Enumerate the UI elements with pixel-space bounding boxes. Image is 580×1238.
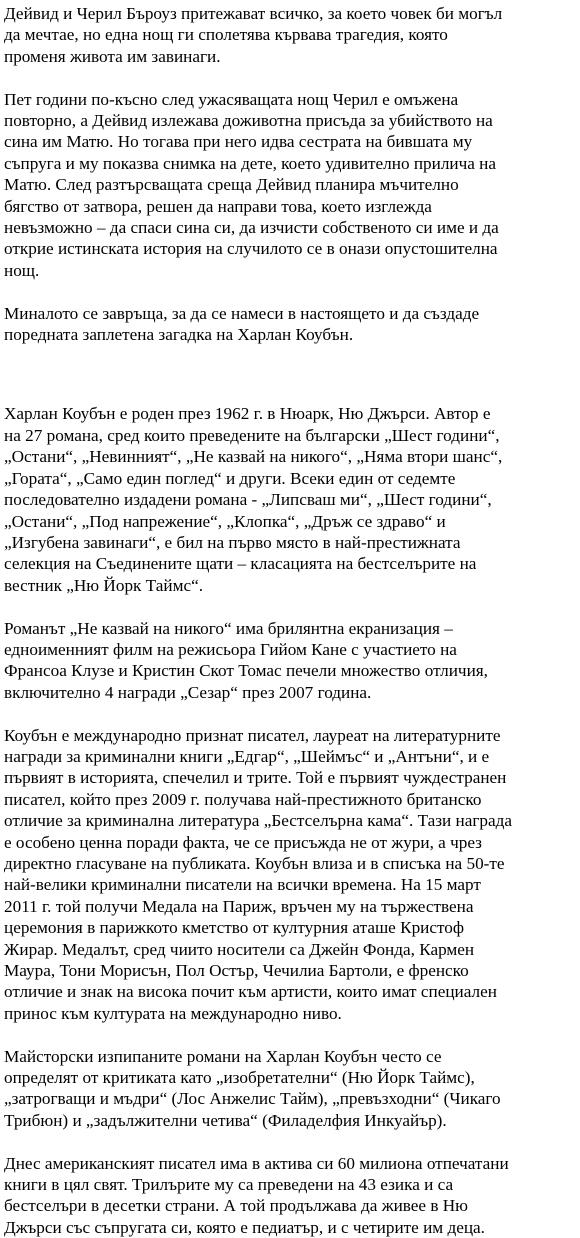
- text-line: Джърси със съпругата си, която е педиатър, и с четирите им деца.: [4, 1217, 485, 1237]
- text-line: „затрогващи и мъдри“ (Лос Анжелис Тайм), „превъзходни“ (Чикаго: [4, 1089, 501, 1109]
- text-line: Пет години по-късно след ужасяващата нощ Черил е омъжена: [4, 89, 459, 109]
- text-line: повторно, а Дейвид излежава доживотна присъда за убийството на: [4, 111, 493, 131]
- text-line: Франсоа Клузе и Кристин Скот Томас печели множество отличия,: [4, 661, 488, 681]
- text-line: Маура, Тони Морисън, Пол Остър, Чечилиа Бартоли, е френско: [4, 961, 469, 980]
- text-line: принос към културата на международно ниво.: [4, 1003, 342, 1023]
- paragraph-spacer: [4, 596, 578, 617]
- text-line: първият в историята, спечелил и трите. Той е първият чуждестранен: [4, 768, 507, 788]
- text-line: вестник „Ню Йорк Таймс“.: [4, 575, 204, 595]
- synopsis-paragraph-2: [4, 89, 578, 282]
- document-page: [4, 3, 578, 1238]
- text-line: отличие и знак на висока почит към артисти, които имат специален: [4, 982, 497, 1002]
- text-line: е особено ценна поради факта, че се присъжда не от жури, а чрез: [4, 832, 482, 852]
- text-line: открие истинската история на случилото се в онази опустошителна: [4, 239, 498, 259]
- text-line: Днес американският писател има в актива си 60 милиона отпечатани: [4, 1153, 509, 1173]
- text-line: последователно издадени романа - „Липсваш ми“, „Шест години“,: [4, 490, 492, 510]
- text-line: Трибюн) и „задължителни четива“ (Филаделфия Инкуайър).: [4, 1110, 447, 1130]
- text-line: бестселъри в десетки страни. А той продължава да живее в Ню: [4, 1196, 469, 1216]
- section-spacer: [4, 345, 578, 403]
- text-line: поредната заплетена загадка на Харлан Коубън.: [4, 325, 354, 345]
- text-line: сина им Матю. Но тогава при него идва сестрата на бившата му: [4, 132, 473, 152]
- text-line: нощ.: [4, 260, 40, 280]
- paragraph-spacer: [4, 67, 578, 88]
- text-line: Романът „Не казвай на никого“ има брилянтна екранизация –: [4, 618, 453, 638]
- text-line: 2011 г. той получи Медала на Париж, връчен му на тържествена: [4, 896, 474, 916]
- text-line: невъзможно – да спаси сина си, да изчисти собственото си име и да: [4, 218, 499, 238]
- biography-paragraph-4: [4, 1046, 578, 1132]
- paragraph-spacer: [4, 703, 578, 724]
- biography-paragraph-3: [4, 725, 578, 1025]
- text-line: директно гласуване на публиката. Коубън влиза и в списъка на 50-те: [4, 853, 505, 873]
- text-line: едноименният филм на режисьора Гийом Кане с участието на: [4, 639, 457, 659]
- text-line: включително 4 награди „Сезар“ през 2007 година.: [4, 682, 372, 702]
- text-line: бягство от затвора, решен да направи това, което изглежда: [4, 196, 432, 216]
- text-line: книги в цял свят. Трилърите му са преведени на 43 езика и са: [4, 1175, 454, 1195]
- text-line: Матю. След разтърсващата среща Дейвид планира мъчително: [4, 175, 459, 195]
- text-line: писател, който през 2009 г. получава най-престижното британско: [4, 789, 482, 809]
- text-line: Майсторски изпипаните романи на Харлан Коубън често се: [4, 1046, 442, 1066]
- text-line: Дейвид и Черил Бъроуз притежават всичко, за което човек би могъл: [4, 4, 503, 23]
- text-line: „Остани“, „Под напрежение“, „Клопка“, „Дръж се здраво“ и: [4, 511, 446, 531]
- text-line: най-велики криминални писатели на всички времена. На 15 март: [4, 875, 481, 895]
- paragraph-spacer: [4, 1024, 578, 1045]
- text-line: на 27 романа, сред които преведените на български „Шест години“,: [4, 425, 500, 445]
- text-line: съпруга и му показва снимка на дете, което удивително прилича на: [4, 153, 496, 173]
- text-line: Коубън е международно признат писател, лауреат на литературните: [4, 725, 501, 745]
- text-line: „Гората“, „Само един поглед“ и други. Всеки един от седемте: [4, 468, 456, 488]
- biography-paragraph-2: [4, 618, 578, 704]
- biography-paragraph-1: [4, 403, 578, 596]
- text-line: селекция на Съединените щати – класацията на бестселърите на: [4, 554, 477, 574]
- biography-paragraph-5: [4, 1153, 578, 1238]
- text-line: отличие за криминална литература „Бестселърна кама“. Тази награда: [4, 811, 513, 831]
- synopsis-paragraph-1: [4, 3, 578, 67]
- text-line: церемония в парижкото кметство от културния аташе Кристоф: [4, 918, 465, 938]
- text-line: Миналото се завръща, за да се намеси в настоящето и да създаде: [4, 303, 480, 323]
- text-line: Харлан Коубън е роден през 1962 г. в Нюарк, Ню Джърси. Автор е: [4, 404, 491, 424]
- synopsis-paragraph-3: [4, 303, 578, 346]
- text-line: „Остани“, „Невинният“, „Не казвай на никого“, „Няма втори шанс“,: [4, 447, 503, 467]
- text-line: да мечтае, но една нощ ги сполетява кървава трагедия, която: [4, 25, 448, 45]
- paragraph-spacer: [4, 281, 578, 302]
- text-line: „Изгубена завинаги“, е бил на първо място в най-престижната: [4, 532, 461, 552]
- text-line: определят от критиката като „изобретателни“ (Ню Йорк Таймс),: [4, 1068, 475, 1088]
- text-line: променя живота им завинаги.: [4, 46, 221, 66]
- text-line: награди за криминални книги „Едгар“, „Шеймъс“ и „Антъни“, и е: [4, 746, 490, 766]
- text-line: Жирар. Медалът, сред чиито носители са Джейн Фонда, Кармен: [4, 939, 475, 959]
- paragraph-spacer: [4, 1131, 578, 1152]
